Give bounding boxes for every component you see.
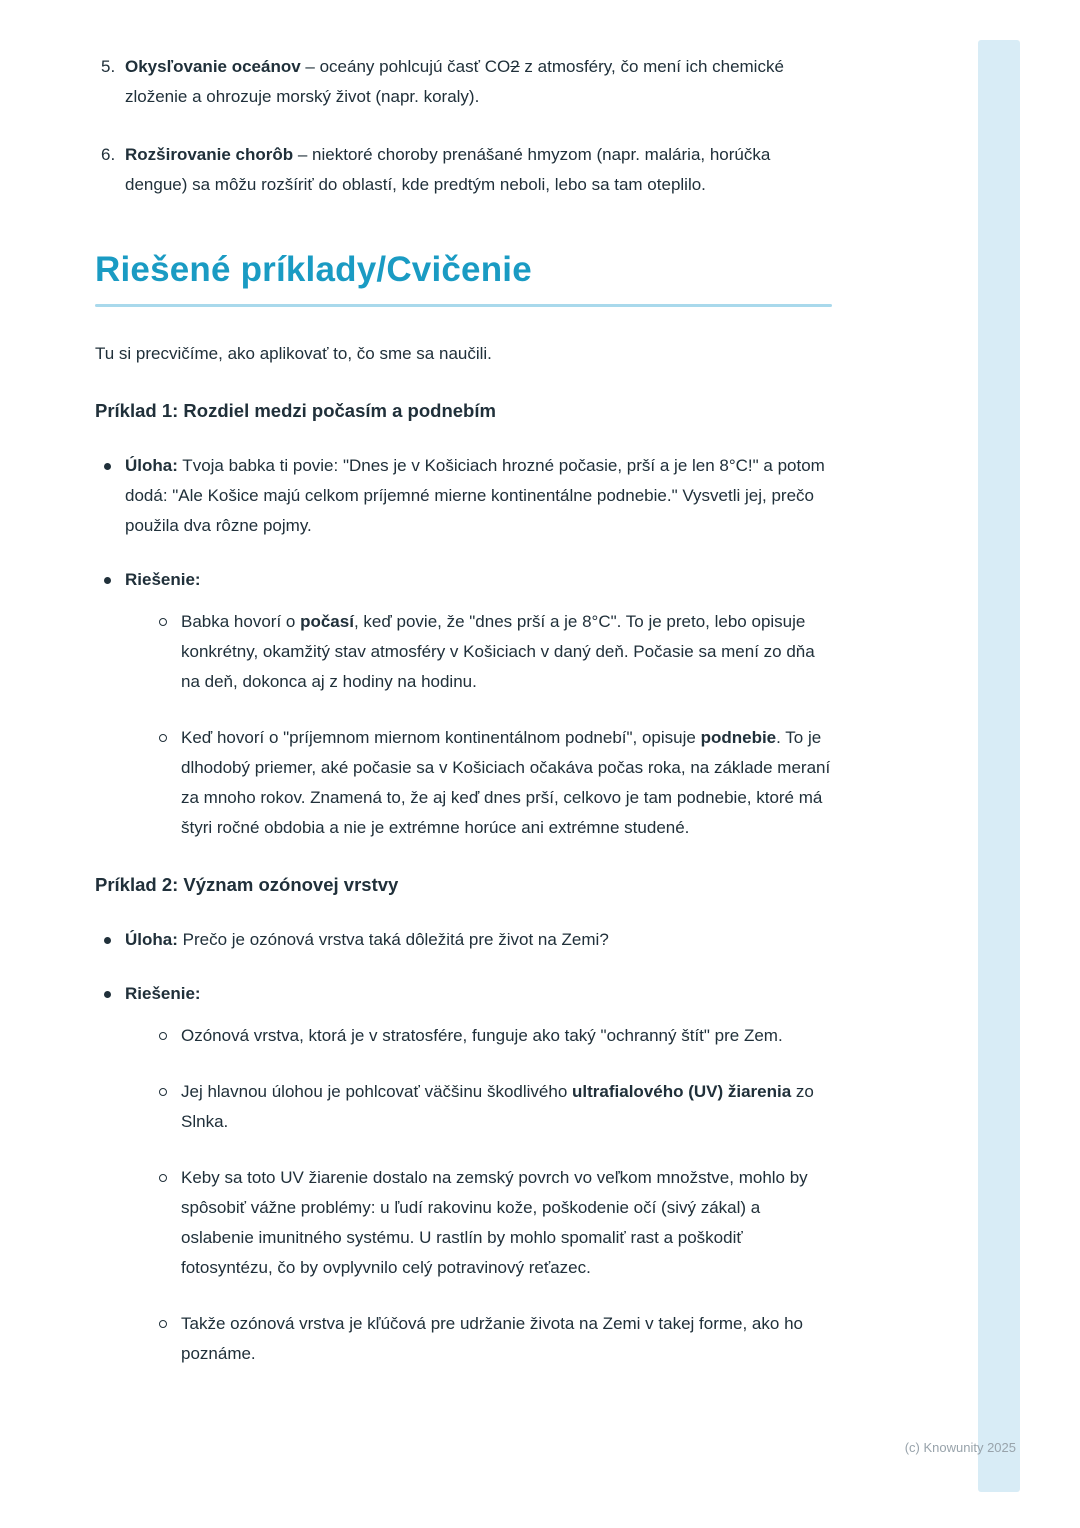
text-run: Tvoja babka ti povie: "Dnes je v Košiciach hrozné počasie, prší a je len 8°C!" a potom dodá: "Ale Košice majú celkom príjemné mierne kontinentálne podnebie." Vysvetli jej, prečo použila dva rôzne pojmy. <box>125 456 825 535</box>
circle-bullet-icon <box>159 1320 167 1328</box>
solution-block <box>125 565 832 843</box>
disc-bullet-icon <box>104 937 111 944</box>
example1-heading: Príklad 1: Rozdiel medzi počasím a podnebím <box>95 400 496 421</box>
list-number: 5. <box>101 57 116 76</box>
bullet-icon <box>157 1309 181 1369</box>
text-run: zo Slnka. <box>181 1082 814 1131</box>
text-run: Keď hovorí o "príjemnom miernom kontinentálnom podnebí", opisuje <box>181 728 701 747</box>
bold-text-run: Rozširovanie chorôb <box>125 145 294 164</box>
circle-bullet-icon <box>159 734 167 742</box>
text-run: z atmosféry, čo mení ich chemické zloženie a ohrozuje morský život (napr. koraly). <box>125 57 784 106</box>
text-run: – oceány pohlcujú časť CO <box>300 57 511 76</box>
text-run: Takže ozónová vrstva je kľúčová pre udržanie života na Zemi v takej forme, ako ho poznáme. <box>181 1314 803 1363</box>
list-item-text <box>125 140 832 200</box>
text-run: Ozónová vrstva, ktorá je v stratosfére, funguje ako taký "ochranný štít" pre Zem. <box>181 1026 783 1045</box>
bold-text-run: ultrafialového (UV) žiarenia <box>572 1082 792 1101</box>
bullet-icon <box>157 607 181 697</box>
list-item-5 <box>95 52 832 112</box>
circle-bullet-icon <box>159 1032 167 1040</box>
bullet-icon <box>95 979 125 1369</box>
solution-point <box>157 1309 832 1369</box>
copyright-notice: (c) Knowunity 2025 <box>904 1440 1016 1455</box>
decorative-side-bar <box>978 40 1020 1492</box>
list-item-text <box>125 52 832 112</box>
solution-point <box>157 1077 832 1137</box>
solution-label <box>125 984 201 1003</box>
disc-bullet-icon <box>104 991 111 998</box>
solution-block <box>125 979 832 1369</box>
bold-text-run: Úloha: <box>125 930 178 949</box>
text-run: – niektoré choroby prenášané hmyzom (napr. malária, horúčka dengue) sa môžu rozšíriť do oblastí, kde predtým neboli, lebo sa tam oteplilo. <box>125 145 771 194</box>
solution-point-text <box>181 1309 832 1369</box>
list-item-6 <box>95 140 832 200</box>
solution-label <box>125 570 201 589</box>
text-run: 2 <box>510 57 520 76</box>
solution-sub-list <box>157 1021 832 1369</box>
bullet-icon <box>157 1163 181 1283</box>
bullet-icon <box>157 1077 181 1137</box>
text-run: , keď povie, že "dnes prší a je 8°C". To je preto, lebo opisuje konkrétny, okamžitý stav atmosféry v Košiciach v daný deň. Počasie sa mení zo dňa na deň, dokonca aj z hodiny na hodinu. <box>181 612 815 691</box>
disc-bullet-icon <box>104 463 111 470</box>
example1-solution <box>95 565 832 843</box>
solution-point-text <box>181 1077 832 1137</box>
circle-bullet-icon <box>159 1174 167 1182</box>
solution-sub-list <box>157 607 832 843</box>
bold-text-run: Riešenie: <box>125 570 201 589</box>
solution-point-text <box>181 1021 832 1051</box>
bold-text-run: podnebie <box>700 728 777 747</box>
task-text <box>125 451 832 541</box>
task-text <box>125 925 832 955</box>
example2-bullets <box>95 925 832 1369</box>
bold-text-run: Riešenie: <box>125 984 201 1003</box>
bullet-icon <box>157 723 181 843</box>
solution-point <box>157 607 832 697</box>
bullet-icon <box>95 565 125 843</box>
text-run: Prečo je ozónová vrstva taká dôležitá pre život na Zemi? <box>177 930 609 949</box>
solution-point-text <box>181 723 832 843</box>
example1-task <box>95 451 832 541</box>
solution-point-text <box>181 607 832 697</box>
circle-bullet-icon <box>159 1088 167 1096</box>
section-title: Riešené príklady/Cvičenie <box>95 250 532 289</box>
bold-text-run: počasí <box>300 612 354 631</box>
bold-text-run: Okysľovanie oceánov <box>125 57 301 76</box>
solution-point <box>157 1021 832 1051</box>
section-intro: Tu si precvičíme, ako aplikovať to, čo sme sa naučili. <box>95 344 492 363</box>
section-divider <box>95 304 832 307</box>
bullet-icon <box>95 925 125 955</box>
solution-point <box>157 1163 832 1283</box>
list-number: 6. <box>101 145 116 164</box>
example2-solution <box>95 979 832 1369</box>
solution-point-text <box>181 1163 832 1283</box>
disc-bullet-icon <box>104 577 111 584</box>
text-run: Jej hlavnou úlohou je pohlcovať väčšinu škodlivého <box>181 1082 573 1101</box>
bullet-icon <box>95 451 125 541</box>
example2-task <box>95 925 832 955</box>
circle-bullet-icon <box>159 618 167 626</box>
bold-text-run: Úloha: <box>125 456 178 475</box>
document-content <box>95 52 832 1369</box>
bullet-icon <box>157 1021 181 1051</box>
solution-point <box>157 723 832 843</box>
text-run: Keby sa toto UV žiarenie dostalo na zemský povrch vo veľkom množstve, mohlo by spôsobiť vážne problémy: u ľudí rakovinu kože, poškodenie očí (sivý zákal) a oslabenie imunitného systému. U rastlín by mohlo spomaliť rast a poškodiť fotosyntézu, čo by ovplyvnilo celý potravinový reťazec. <box>181 1168 808 1277</box>
example1-bullets <box>95 451 832 843</box>
text-run: . To je dlhodobý priemer, aké počasie sa v Košiciach očakáva počas roka, na základe meraní za mnoho rokov. Znamená to, že aj keď dnes prší, celkovo je tam podnebie, ktoré má štyri ročné obdobia a nie je extrémne horúce ani extrémne studené. <box>181 728 831 837</box>
text-run: Babka hovorí o <box>181 612 301 631</box>
example2-heading: Príklad 2: Význam ozónovej vrstvy <box>95 874 399 895</box>
numbered-list <box>95 52 832 200</box>
